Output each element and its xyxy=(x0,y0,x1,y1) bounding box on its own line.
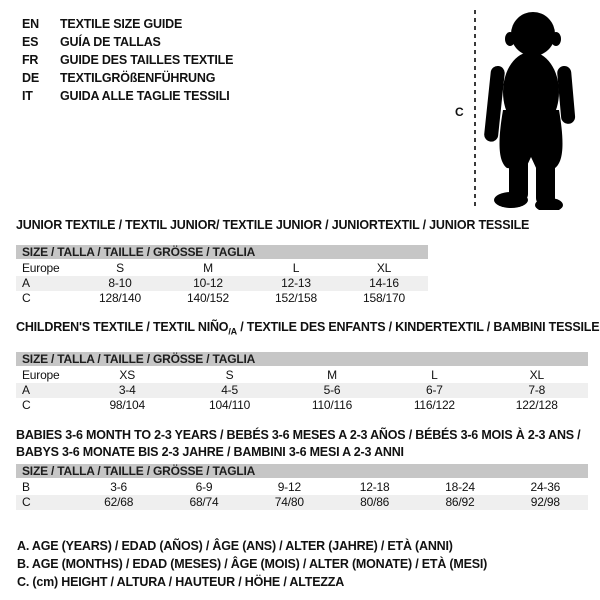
size-cell: 74/80 xyxy=(247,495,332,510)
babies-size-section xyxy=(16,427,588,510)
table-row xyxy=(16,291,428,306)
row-label: C xyxy=(16,495,76,510)
size-cell: 8-10 xyxy=(76,276,164,291)
size-cell: XL xyxy=(529,367,544,382)
junior-size-table xyxy=(16,261,428,306)
size-cell: 6-7 xyxy=(383,383,485,398)
height-measure-dashed-line xyxy=(474,10,476,210)
size-cell: 3-4 xyxy=(76,383,178,398)
title-subscript: /A xyxy=(228,326,237,337)
size-cell: 12-18 xyxy=(359,480,390,494)
title-text: / TEXTILE DES ENFANTS / KINDERTEXTIL / BAMBINI TESSILE xyxy=(236,320,600,334)
table-row xyxy=(16,261,428,276)
title-text: CHILDREN'S TEXTILE / TEXTIL NIÑO xyxy=(16,320,229,334)
size-header-bar: SIZE / TALLA / TAILLE / GRÖSSE / TAGLIA xyxy=(16,464,588,478)
size-cell: 12-13 xyxy=(252,276,340,291)
junior-size-section xyxy=(16,217,530,306)
size-cell: S xyxy=(116,261,124,275)
row-label: Europe xyxy=(22,367,60,382)
lang-row-fr xyxy=(22,51,233,69)
row-label: B xyxy=(22,480,30,494)
lang-row-de xyxy=(22,69,233,87)
table-row xyxy=(16,480,588,495)
row-label: A xyxy=(16,276,76,291)
size-cell: 92/98 xyxy=(503,495,588,510)
children-size-section xyxy=(16,319,600,413)
size-cell: M xyxy=(203,261,213,275)
size-cell: 9-12 xyxy=(277,480,301,494)
lang-label: GUIDA ALLE TAGLIE TESSILI xyxy=(60,89,230,103)
lang-row-es xyxy=(22,33,233,51)
footnote-b: B. AGE (MONTHS) / EDAD (MESES) / ÂGE (MOIS) / ALTER (MONATE) / ETÀ (MESI) xyxy=(17,557,488,571)
size-cell: 80/86 xyxy=(332,495,417,510)
size-cell: L xyxy=(292,261,300,275)
size-cell: 116/122 xyxy=(413,397,455,412)
table-row xyxy=(16,398,588,413)
size-cell: 122/128 xyxy=(515,397,558,412)
size-cell: 158/170 xyxy=(363,291,405,305)
lang-code: ES xyxy=(22,35,39,49)
size-cell: 5-6 xyxy=(281,383,383,398)
lang-row-it xyxy=(22,87,233,105)
size-cell: XS xyxy=(119,367,135,382)
size-cell: 18-24 xyxy=(445,480,475,494)
size-cell: 6-9 xyxy=(195,480,213,494)
lang-label: TEXTILE SIZE GUIDE xyxy=(60,17,183,31)
size-cell: 68/74 xyxy=(161,495,246,510)
size-cell: 4-5 xyxy=(178,383,280,398)
row-label: A xyxy=(16,383,76,398)
size-cell: 62/68 xyxy=(76,495,161,510)
table-row xyxy=(16,276,428,291)
children-section-title xyxy=(16,319,600,341)
size-cell: 7-8 xyxy=(486,383,588,398)
footnote-a: A. AGE (YEARS) / EDAD (AÑOS) / ÂGE (ANS) / ALTER (JAHRE) / ETÀ (ANNI) xyxy=(17,539,453,553)
size-cell: 128/140 xyxy=(99,291,141,305)
junior-section-title: JUNIOR TEXTILE / TEXTIL JUNIOR/ TEXTILE JUNIOR / JUNIORTEXTIL / JUNIOR TESSILE xyxy=(16,218,530,232)
size-cell: 24-36 xyxy=(530,480,561,494)
size-header-bar: SIZE / TALLA / TAILLE / GRÖSSE / TAGLIA xyxy=(16,245,428,259)
table-row xyxy=(16,495,588,510)
size-cell: 3-6 xyxy=(110,480,128,494)
lang-row-en xyxy=(22,15,233,33)
size-cell: S xyxy=(225,367,234,382)
lang-code: IT xyxy=(22,89,33,103)
babies-section-title-line2: BABYS 3-6 MONATE BIS 2-3 JAHRE / BAMBINI 3-6 MESI A 2-3 ANNI xyxy=(16,445,404,459)
height-figure xyxy=(448,8,584,214)
lang-label: GUIDE DES TAILLES TEXTILE xyxy=(60,53,234,67)
lang-label: GUÍA DE TALLAS xyxy=(60,35,161,49)
size-cell: 140/152 xyxy=(187,291,229,305)
row-label: C xyxy=(22,397,31,412)
children-size-table xyxy=(16,368,588,413)
size-cell: 86/92 xyxy=(417,495,502,510)
language-title-block xyxy=(22,15,233,105)
row-label: C xyxy=(22,291,31,305)
size-cell: 98/104 xyxy=(109,397,145,412)
size-header-bar: SIZE / TALLA / TAILLE / GRÖSSE / TAGLIA xyxy=(16,352,588,366)
lang-code: EN xyxy=(22,17,39,31)
babies-size-table xyxy=(16,480,588,510)
size-cell: 152/158 xyxy=(275,291,317,305)
row-label: Europe xyxy=(22,261,60,275)
lang-code: FR xyxy=(22,53,39,67)
size-cell: 10-12 xyxy=(164,276,252,291)
legend-footnotes xyxy=(17,537,487,591)
size-cell: L xyxy=(431,367,438,382)
size-cell: XL xyxy=(376,261,392,275)
lang-label: TEXTILGRÖßENFÜHRUNG xyxy=(60,71,216,85)
size-cell: 14-16 xyxy=(340,276,428,291)
footnote-c: C. (cm) HEIGHT / ALTURA / HAUTEUR / HÖHE / ALTEZZA xyxy=(17,575,345,589)
toddler-silhouette-image xyxy=(482,10,580,210)
size-cell: 104/110 xyxy=(209,397,251,412)
table-row xyxy=(16,383,588,398)
size-cell: 110/116 xyxy=(311,397,353,412)
babies-section-title-line1: BABIES 3-6 MONTH TO 2-3 YEARS / BEBÉS 3-6 MESES A 2-3 AÑOS / BÉBÉS 3-6 MOIS À 2-3 ANS / xyxy=(16,428,581,442)
lang-code: DE xyxy=(22,71,39,85)
table-row xyxy=(16,368,588,383)
size-cell: M xyxy=(327,367,337,382)
height-measure-label: C xyxy=(455,105,464,119)
